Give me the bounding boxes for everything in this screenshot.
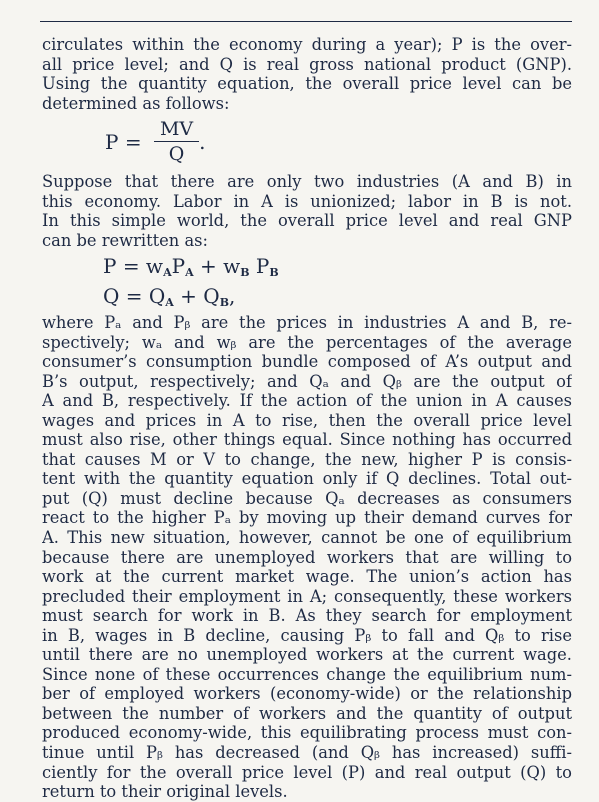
paragraph-intro xyxy=(42,35,572,113)
text-line: produced economy-wide, this equilibrating process must con- xyxy=(42,723,572,743)
eq3-sub-a: A xyxy=(165,296,174,309)
fraction-denominator: Q xyxy=(168,143,185,165)
eq2-sub-a2: A xyxy=(185,266,194,279)
text-line: must search for work in B. As they search for employment xyxy=(42,606,572,626)
text-line: in B, wages in B decline, causing Pᵦ to fall and Qᵦ to rise xyxy=(42,625,572,645)
eq2-sub-b2: B xyxy=(269,266,279,279)
text-line: between the number of workers and the quantity of output xyxy=(42,703,572,723)
equation-price-weighted xyxy=(103,254,279,285)
eq3-comma: , xyxy=(229,284,236,308)
eq2-text-1: P = w xyxy=(103,254,164,278)
eq2-sub-a: A xyxy=(163,266,172,279)
text-line: determined as follows: xyxy=(42,93,230,113)
text-line: ciently for the overall price level (P) and real output (Q) to xyxy=(42,762,572,782)
eq2-sub-b: B xyxy=(240,266,250,279)
text-line: Using the quantity equation, the overall price level can be xyxy=(42,74,572,94)
paragraph-two-industries xyxy=(42,172,572,250)
text-line: work at the current market wage. The union’s action has xyxy=(42,567,572,587)
text-line: Since none of these occurrences change the equilibrium num- xyxy=(42,664,572,684)
text-line: put (Q) must decline because Qₐ decreases as consumers xyxy=(42,488,572,508)
text-line: circulates within the economy during a year); P is the over- xyxy=(42,35,572,54)
text-line: until there are no unemployed workers at the current wage. xyxy=(42,645,572,665)
text-line: B’s output, respectively; and Qₐ and Qᵦ are the output of xyxy=(42,371,572,391)
text-line: ber of employed workers (economy-wide) or the relationship xyxy=(42,684,572,704)
text-line: A and B, respectively. If the action of the union in A causes xyxy=(42,391,572,411)
text-line: tent with the quantity equation only if Q declines. Total out- xyxy=(42,469,572,489)
text-line: this economy. Labor in A is unionized; labor in B is not. xyxy=(42,191,572,211)
equation-lhs: P = xyxy=(105,129,142,154)
text-line: because there are unemployed workers that are willing to xyxy=(42,547,572,567)
equation-output-sum xyxy=(103,284,235,315)
eq3-text-1: Q = Q xyxy=(103,284,166,308)
text-line: where Pₐ and Pᵦ are the prices in industries A and B, re- xyxy=(42,313,572,332)
text-line: tinue until Pᵦ has decreased (and Qᵦ has increased) suffi- xyxy=(42,743,572,763)
text-line: wages and prices in A to rise, then the overall price level xyxy=(42,410,572,430)
paragraph-union-analysis xyxy=(42,313,572,802)
text-line: can be rewritten as: xyxy=(42,230,208,250)
equation-period: . xyxy=(199,129,206,154)
eq2-text-2: P xyxy=(171,254,186,278)
top-rule xyxy=(40,21,572,22)
text-line: precluded their employment in A; consequently, these workers xyxy=(42,586,572,606)
text-line: must also rise, other things equal. Since nothing has occurred xyxy=(42,430,572,450)
eq3-sub-b: B xyxy=(219,296,229,309)
eq2-text-3: + w xyxy=(193,254,241,278)
eq3-text-2: + Q xyxy=(173,284,220,308)
text-line: return to their original levels. xyxy=(42,782,288,802)
text-line: In this simple world, the overall price level and real GNP xyxy=(42,211,572,231)
fraction xyxy=(154,118,199,165)
eq2-text-4: P xyxy=(249,254,270,278)
fraction-numerator: MV xyxy=(154,118,199,142)
text-line: Suppose that there are only two industries (A and B) in xyxy=(42,172,572,191)
text-line: all price level; and Q is real gross national product (GNP). xyxy=(42,54,572,74)
text-line: A. This new situation, however, cannot be one of equilibrium xyxy=(42,528,572,548)
text-line: that causes M or V to change, the new, higher P is consis- xyxy=(42,449,572,469)
text-line: react to the higher Pₐ by moving up their demand curves for xyxy=(42,508,572,528)
equation-price-level xyxy=(105,118,205,165)
text-line: consumer’s consumption bundle composed of A’s output and xyxy=(42,352,572,372)
text-line: spectively; wₐ and wᵦ are the percentages of the average xyxy=(42,332,572,352)
